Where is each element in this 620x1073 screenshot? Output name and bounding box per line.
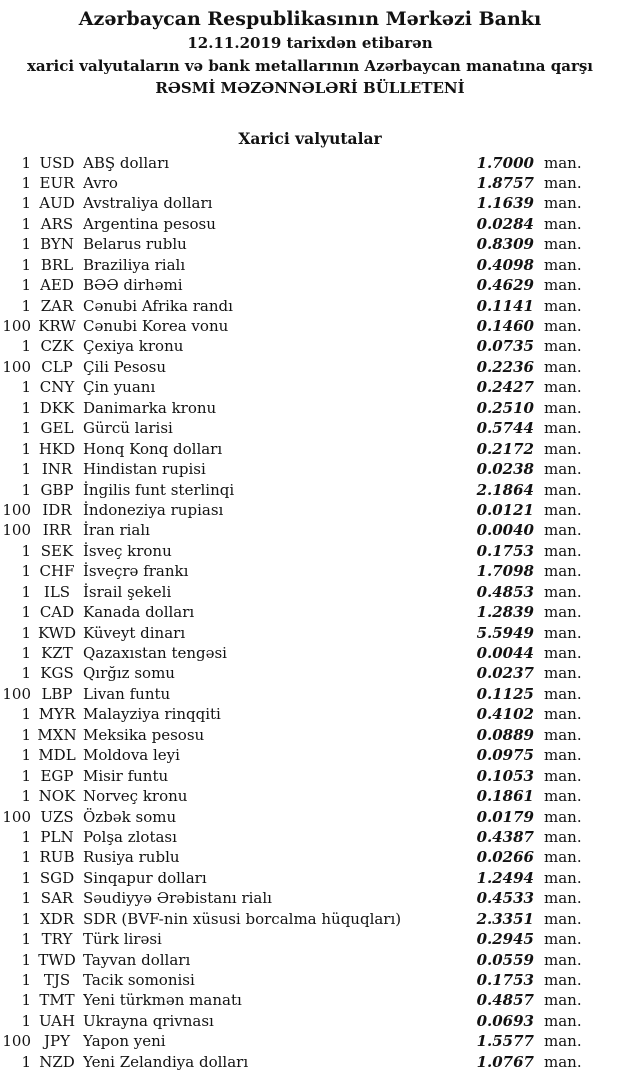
currency-name: Ukrayna qrivnası (83, 1011, 214, 1030)
currency-code: UAH (38, 1011, 76, 1030)
row-quantity: 100 (2, 357, 31, 376)
rate-value: 0.1753 (476, 541, 534, 560)
row-quantity: 1 (21, 623, 31, 642)
currency-name: İsveçrə frankı (83, 562, 189, 581)
table-row (0, 623, 582, 643)
unit-label: man. (544, 582, 582, 601)
row-quantity: 1 (21, 173, 31, 192)
unit-label: man. (544, 480, 582, 499)
rate-value: 0.0237 (476, 664, 534, 683)
unit-label: man. (544, 562, 582, 581)
table-row (0, 1052, 582, 1072)
currency-name: Norveç kronu (83, 787, 188, 806)
row-quantity: 1 (21, 235, 31, 254)
rate-value: 2.1864 (476, 480, 534, 499)
row-quantity: 1 (21, 378, 31, 397)
currency-name: İran rialı (83, 521, 150, 540)
table-row (0, 704, 582, 724)
table-row (0, 316, 582, 336)
table-row (0, 663, 582, 683)
rate-value: 1.7098 (476, 562, 534, 581)
currency-code: MXN (37, 725, 77, 744)
table-row (0, 377, 582, 397)
row-quantity: 1 (21, 848, 31, 867)
currency-name: Çin yuanı (83, 378, 156, 397)
currency-code: ZAR (40, 296, 74, 315)
row-quantity: 1 (21, 705, 31, 724)
unit-label: man. (544, 276, 582, 295)
table-row (0, 1031, 582, 1051)
currency-code: TWD (38, 950, 76, 969)
unit-label: man. (544, 787, 582, 806)
currency-name: Rusiya rublu (83, 848, 180, 867)
unit-label: man. (544, 705, 582, 724)
header-bulletin-line: RƏSMİ MƏZƏNNƏLƏRİ BÜLLETENİ (155, 79, 465, 97)
currency-code: JPY (43, 1032, 70, 1051)
table-row (0, 541, 582, 561)
row-quantity: 1 (21, 909, 31, 928)
currency-name: Hindistan rupisi (83, 460, 206, 479)
row-quantity: 1 (21, 460, 31, 479)
currency-code: HKD (38, 439, 76, 458)
row-quantity: 1 (21, 296, 31, 315)
table-row (0, 725, 582, 745)
row-quantity: 1 (21, 480, 31, 499)
row-quantity: 1 (21, 827, 31, 846)
currency-code: LBP (41, 684, 73, 703)
unit-label: man. (544, 868, 582, 887)
unit-label: man. (544, 623, 582, 642)
table-row (0, 357, 582, 377)
rate-value: 1.5577 (476, 1032, 534, 1051)
currency-code: KWD (37, 623, 77, 642)
rate-value: 0.0693 (476, 1011, 534, 1030)
table-row (0, 602, 582, 622)
currency-name: Cənubi Korea vonu (83, 317, 229, 335)
currency-code: MYR (38, 705, 76, 724)
table-row (0, 173, 582, 193)
currency-code: SGD (39, 868, 75, 887)
table-row (0, 275, 582, 295)
row-quantity: 1 (21, 950, 31, 969)
currency-code: NOK (38, 787, 76, 806)
currency-name: Yeni türkmən manatı (83, 991, 242, 1010)
currency-name: Kanada dolları (83, 603, 195, 622)
unit-label: man. (544, 991, 582, 1010)
rate-value: 0.0266 (476, 848, 534, 867)
table-row (0, 480, 582, 500)
currency-code: CLP (41, 357, 73, 376)
table-row (0, 888, 582, 908)
rate-value: 0.0975 (476, 746, 534, 765)
row-quantity: 1 (21, 337, 31, 356)
unit-label: man. (544, 1032, 582, 1051)
table-row (0, 684, 582, 704)
unit-label: man. (544, 889, 582, 908)
row-quantity: 1 (21, 766, 31, 785)
unit-label: man. (544, 460, 582, 479)
rate-value: 0.1460 (476, 317, 534, 335)
currency-name: Yeni Zelandiya dolları (83, 1052, 249, 1071)
currency-name: Danimarka kronu (83, 398, 217, 417)
currency-code: GEL (40, 419, 74, 438)
table-row (0, 582, 582, 602)
row-quantity: 1 (21, 194, 31, 213)
rate-value: 1.2839 (476, 603, 534, 622)
currency-code: KZT (41, 644, 73, 662)
row-quantity: 1 (21, 644, 31, 662)
rate-value: 0.4098 (476, 255, 534, 274)
currency-code: AED (40, 276, 74, 295)
rate-value: 0.0121 (476, 500, 534, 519)
row-quantity: 1 (21, 439, 31, 458)
currency-name: Misir funtu (83, 766, 169, 785)
rate-value: 0.0238 (476, 460, 534, 479)
unit-label: man. (544, 153, 582, 172)
currency-name: Yapon yeni (83, 1032, 166, 1051)
row-quantity: 1 (21, 419, 31, 438)
unit-label: man. (544, 337, 582, 356)
currency-code: CNY (39, 378, 75, 397)
row-quantity: 1 (21, 889, 31, 908)
rate-value: 0.8309 (476, 235, 534, 254)
page-title: Azərbaycan Respublikasının Mərkəzi Bankı (78, 8, 542, 30)
row-quantity: 100 (2, 500, 31, 519)
currency-name: Avstraliya dolları (83, 194, 213, 213)
currency-code: KRW (38, 317, 76, 335)
table-row (0, 847, 582, 867)
rate-value: 0.2427 (476, 378, 534, 397)
currency-code: SEK (40, 541, 74, 560)
unit-label: man. (544, 807, 582, 826)
rate-value: 0.4387 (476, 827, 534, 846)
header-date-line: 12.11.2019 tarixdən etibarən (187, 34, 433, 52)
currency-name: BƏƏ dirhəmi (83, 276, 183, 295)
table-row (0, 500, 582, 520)
table-row (0, 153, 582, 173)
table-row (0, 296, 582, 316)
unit-label: man. (544, 194, 582, 213)
unit-label: man. (544, 296, 582, 315)
currency-code: IRR (42, 521, 72, 540)
currency-name: Səudiyyə Ərəbistanı rialı (83, 889, 272, 908)
row-quantity: 100 (2, 521, 31, 540)
currency-name: Cənubi Afrika randı (83, 296, 233, 315)
unit-label: man. (544, 950, 582, 969)
currency-name: Livan funtu (83, 684, 171, 703)
currency-code: XDR (40, 909, 74, 928)
unit-label: man. (544, 930, 582, 949)
row-quantity: 100 (2, 1032, 31, 1051)
rate-value: 0.4629 (476, 276, 534, 295)
currency-name: Belarus rublu (83, 235, 187, 254)
currency-code: BRL (40, 255, 74, 274)
header-subtitle: xarici valyutaların və bank metallarının Azərbaycan manatına qarşı (26, 56, 594, 75)
currency-name: İndoneziya rupiası (83, 500, 224, 519)
currency-name: Argentina pesosu (83, 214, 216, 233)
currency-name: Tacik somonisi (83, 971, 195, 989)
currency-name: Qırğız somu (83, 664, 175, 683)
unit-label: man. (544, 684, 582, 703)
unit-label: man. (544, 235, 582, 254)
section-title: Xarici valyutalar (238, 128, 382, 148)
currency-name: Çili Pesosu (83, 357, 167, 376)
unit-label: man. (544, 357, 582, 376)
currency-name: Tayvan dolları (83, 950, 191, 969)
table-row (0, 193, 582, 213)
currency-name: Gürcü larisi (83, 419, 173, 438)
table-row (0, 929, 582, 949)
row-quantity: 1 (21, 746, 31, 765)
table-row (0, 418, 582, 438)
currency-code: BYN (40, 235, 74, 254)
unit-label: man. (544, 439, 582, 458)
rate-value: 5.5949 (476, 623, 534, 642)
unit-label: man. (544, 971, 582, 989)
unit-label: man. (544, 746, 582, 765)
currency-name: Qazaxıstan tengəsi (83, 644, 227, 662)
table-row (0, 459, 582, 479)
unit-label: man. (544, 848, 582, 867)
row-quantity: 100 (2, 317, 31, 335)
currency-name: Çexiya kronu (83, 337, 184, 356)
table-row (0, 786, 582, 806)
unit-label: man. (544, 827, 582, 846)
currency-code: NZD (39, 1052, 75, 1071)
rate-value: 0.2510 (476, 398, 534, 417)
currency-name: İngilis funt sterlinqi (83, 480, 235, 499)
rates-table (0, 153, 620, 1073)
row-quantity: 1 (21, 1052, 31, 1071)
rate-value: 0.0044 (476, 644, 534, 662)
row-quantity: 1 (21, 398, 31, 417)
currency-code: KGS (40, 664, 74, 683)
unit-label: man. (544, 1011, 582, 1030)
row-quantity: 1 (21, 664, 31, 683)
rate-value: 0.2236 (476, 357, 534, 376)
unit-label: man. (544, 398, 582, 417)
unit-label: man. (544, 500, 582, 519)
rate-value: 0.1753 (476, 971, 534, 989)
rate-value: 1.7000 (476, 153, 534, 172)
currency-name: Türk lirəsi (83, 930, 162, 949)
currency-code: AUD (39, 194, 75, 213)
table-row (0, 255, 582, 275)
rate-value: 0.0889 (476, 725, 534, 744)
table-row (0, 868, 582, 888)
currency-code: EUR (39, 173, 75, 192)
currency-name: Avro (83, 173, 118, 192)
currency-code: RUB (39, 848, 75, 867)
currency-code: TMT (39, 991, 75, 1010)
row-quantity: 1 (21, 991, 31, 1010)
table-row (0, 970, 582, 990)
currency-code: MDL (38, 746, 76, 765)
currency-code: TJS (43, 971, 71, 989)
rate-value: 0.4857 (476, 991, 534, 1010)
currency-name: İsveç kronu (83, 541, 172, 560)
rate-value: 0.2172 (476, 439, 534, 458)
row-quantity: 1 (21, 562, 31, 581)
table-row (0, 950, 582, 970)
rate-value: 0.0179 (476, 807, 534, 826)
currency-code: IDR (42, 500, 72, 519)
row-quantity: 1 (21, 276, 31, 295)
row-quantity: 1 (21, 603, 31, 622)
table-row (0, 827, 582, 847)
table-row (0, 643, 582, 663)
rate-value: 0.1053 (476, 766, 534, 785)
currency-code: TRY (41, 930, 73, 949)
table-row (0, 214, 582, 234)
row-quantity: 1 (21, 787, 31, 806)
unit-label: man. (544, 909, 582, 928)
currency-code: CAD (39, 603, 75, 622)
table-row (0, 336, 582, 356)
row-quantity: 1 (21, 868, 31, 887)
row-quantity: 1 (21, 255, 31, 274)
unit-label: man. (544, 255, 582, 274)
currency-name: Küveyt dinarı (83, 623, 186, 642)
rate-value: 0.4102 (476, 705, 534, 724)
row-quantity: 100 (2, 807, 31, 826)
unit-label: man. (544, 541, 582, 560)
row-quantity: 1 (21, 214, 31, 233)
currency-code: ILS (43, 582, 71, 601)
unit-label: man. (544, 664, 582, 683)
currency-name: İsrail şekeli (83, 582, 172, 601)
unit-label: man. (544, 378, 582, 397)
currency-name: Polşa zlotası (83, 827, 177, 846)
currency-name: Özbək somu (83, 807, 177, 826)
table-row (0, 766, 582, 786)
currency-code: USD (39, 153, 75, 172)
unit-label: man. (544, 725, 582, 744)
unit-label: man. (544, 317, 582, 335)
row-quantity: 1 (21, 582, 31, 601)
currency-code: UZS (40, 807, 74, 826)
rate-value: 0.4533 (476, 889, 534, 908)
rate-value: 0.4853 (476, 582, 534, 601)
rate-value: 0.2945 (476, 930, 534, 949)
rate-value: 1.2494 (476, 868, 534, 887)
currency-code: INR (41, 460, 73, 479)
rate-value: 0.1861 (476, 787, 534, 806)
currency-name: Braziliya rialı (83, 255, 186, 274)
row-quantity: 100 (2, 684, 31, 703)
currency-name: Meksika pesosu (83, 725, 205, 744)
table-row (0, 439, 582, 459)
unit-label: man. (544, 419, 582, 438)
rate-value: 0.5744 (476, 419, 534, 438)
rate-value: 0.1125 (476, 684, 534, 703)
currency-code: CHF (39, 562, 75, 581)
table-row (0, 990, 582, 1010)
currency-name: SDR (BVF-nin xüsusi borcalma hüquqları) (83, 909, 402, 928)
table-row (0, 745, 582, 765)
row-quantity: 1 (21, 971, 31, 989)
currency-code: CZK (40, 337, 74, 356)
rate-value: 1.0767 (476, 1052, 534, 1071)
unit-label: man. (544, 1052, 582, 1071)
currency-name: ABŞ dolları (83, 153, 170, 172)
currency-name: Honq Konq dolları (83, 439, 223, 458)
unit-label: man. (544, 173, 582, 192)
rate-value: 2.3351 (476, 909, 534, 928)
row-quantity: 1 (21, 1011, 31, 1030)
table-row (0, 561, 582, 581)
rate-value: 0.0559 (476, 950, 534, 969)
unit-label: man. (544, 603, 582, 622)
currency-code: EGP (40, 766, 74, 785)
row-quantity: 1 (21, 930, 31, 949)
rate-value: 0.0284 (476, 214, 534, 233)
table-row (0, 909, 582, 929)
table-row (0, 1011, 582, 1031)
unit-label: man. (544, 521, 582, 540)
row-quantity: 1 (21, 153, 31, 172)
unit-label: man. (544, 644, 582, 662)
unit-label: man. (544, 766, 582, 785)
rate-value: 0.0735 (476, 337, 534, 356)
table-row (0, 807, 582, 827)
table-row (0, 520, 582, 540)
rate-value: 0.1141 (476, 296, 534, 315)
currency-code: SAR (40, 889, 74, 908)
table-row (0, 234, 582, 254)
currency-name: Sinqapur dolları (83, 868, 207, 887)
rate-value: 1.8757 (476, 173, 534, 192)
currency-name: Moldova leyi (83, 746, 180, 765)
unit-label: man. (544, 214, 582, 233)
currency-code: ARS (40, 214, 74, 233)
table-row (0, 398, 582, 418)
currency-code: DKK (39, 398, 75, 417)
rate-value: 0.0040 (476, 521, 534, 540)
currency-code: PLN (40, 827, 74, 846)
row-quantity: 1 (21, 541, 31, 560)
row-quantity: 1 (21, 725, 31, 744)
currency-name: Malayziya rinqqiti (83, 705, 221, 724)
currency-code: GBP (40, 480, 74, 499)
rate-value: 1.1639 (476, 194, 534, 213)
